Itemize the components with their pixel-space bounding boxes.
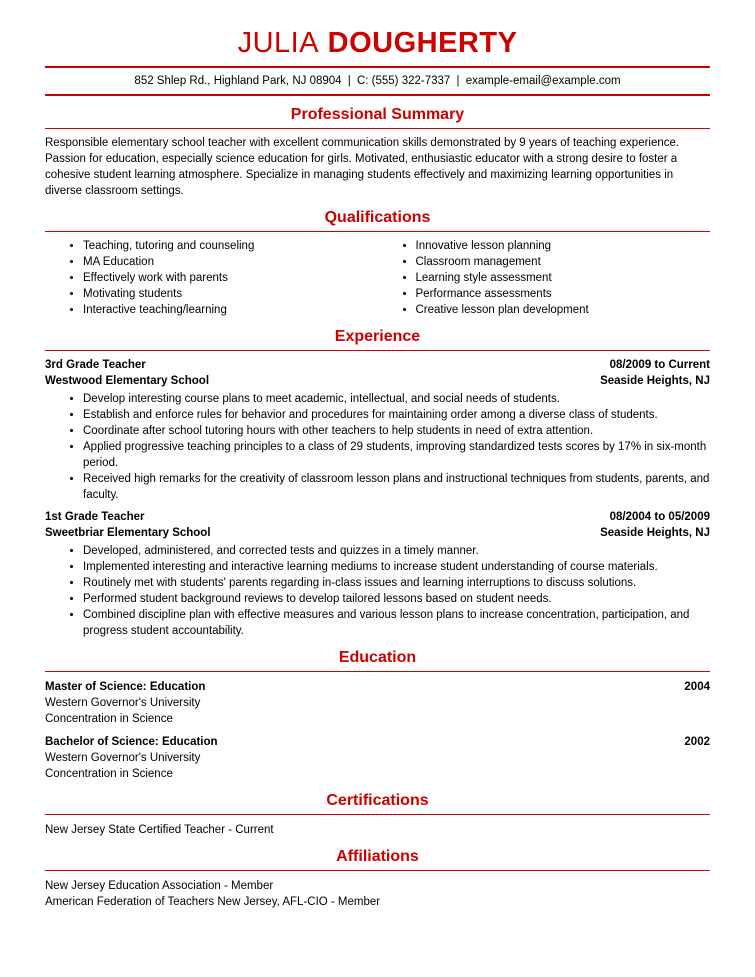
section-title-summary: Professional Summary xyxy=(290,106,465,123)
job-dates: 08/2004 to 05/2009 xyxy=(609,511,710,523)
contact-address: 852 Shlep Rd., Highland Park, NJ 08904 xyxy=(134,75,342,87)
section-title-education: Education xyxy=(338,649,417,666)
qualifications-list-right xyxy=(378,238,711,318)
education-degree: Master of Science: Education xyxy=(45,681,206,693)
first-name: JULIA xyxy=(237,27,320,59)
list-item: • Combined discipline plan with effective measures and various lesson plans to increase concentration, participation, and progress student accountability. xyxy=(83,607,710,639)
list-item: • Develop interesting course plans to meet academic, intellectual, and social needs of students. xyxy=(83,391,710,407)
contact-line xyxy=(45,68,710,94)
job-bullets xyxy=(45,391,710,503)
section-title-experience: Experience xyxy=(334,328,421,345)
section-title-qualifications: Qualifications xyxy=(324,209,431,226)
qualifications-column-right xyxy=(378,238,711,318)
experience-entry-1 xyxy=(45,351,710,503)
job-location: Seaside Heights, NJ xyxy=(600,527,710,539)
list-item: • Received high remarks for the creativity of classroom lesson plans and instructional techniques from students, parents, and faculty. xyxy=(83,471,710,503)
list-item: • Applied progressive teaching principles to a class of 29 students, improving standardized tests scores by 17% in six-month period. xyxy=(83,439,710,471)
list-item: • Innovative lesson planning xyxy=(416,238,711,254)
header-divider-bottom xyxy=(45,94,710,96)
list-item: • Creative lesson plan development xyxy=(416,302,711,318)
list-item: • Teaching, tutoring and counseling xyxy=(83,238,378,254)
qualifications-list-left xyxy=(45,238,378,318)
list-item: • Classroom management xyxy=(416,254,711,270)
education-entry-2 xyxy=(45,727,710,782)
list-item: • MA Education xyxy=(83,254,378,270)
education-school: Western Governor's University xyxy=(45,752,201,764)
contact-phone: C: (555) 322-7337 xyxy=(356,75,451,87)
list-item: • Developed, administered, and corrected tests and quizzes in a timely manner. xyxy=(83,543,710,559)
job-company: Sweetbriar Elementary School xyxy=(45,527,211,539)
job-title: 3rd Grade Teacher xyxy=(45,359,146,371)
contact-email[interactable]: example-email@example.com xyxy=(465,75,621,87)
education-degree-row xyxy=(45,734,710,750)
candidate-name xyxy=(45,26,710,60)
qualifications-columns xyxy=(45,232,710,318)
list-item: • Performance assessments xyxy=(416,286,711,302)
education-year: 2004 xyxy=(684,681,710,693)
education-degree: Bachelor of Science: Education xyxy=(45,736,218,748)
job-title-row xyxy=(45,357,710,373)
job-dates: 08/2009 to Current xyxy=(609,359,710,371)
list-item: • Interactive teaching/learning xyxy=(83,302,378,318)
job-company: Westwood Elementary School xyxy=(45,375,210,387)
experience-entry-2 xyxy=(45,503,710,639)
education-entry-1 xyxy=(45,672,710,727)
list-item: • Effectively work with parents xyxy=(83,270,378,286)
last-name: DOUGHERTY xyxy=(327,27,518,59)
list-item: • Motivating students xyxy=(83,286,378,302)
job-company-row xyxy=(45,525,710,541)
education-degree-row xyxy=(45,679,710,695)
list-item: • Learning style assessment xyxy=(416,270,711,286)
section-title-affiliations: Affiliations xyxy=(336,848,419,865)
job-title: 1st Grade Teacher xyxy=(45,511,145,523)
contact-separator-2: | xyxy=(456,75,460,87)
list-item: • Performed student background reviews to develop tailored lessons based on student needs. xyxy=(83,591,710,607)
list-item: • Implemented interesting and interactive learning mediums to increase student understanding of course materials. xyxy=(83,559,710,575)
education-detail: Concentration in Science xyxy=(45,768,173,780)
certification-item: New Jersey State Certified Teacher - Current xyxy=(45,824,274,836)
section-title-certifications: Certifications xyxy=(326,792,429,809)
job-location: Seaside Heights, NJ xyxy=(600,375,710,387)
job-title-row xyxy=(45,509,710,525)
affiliation-item: New Jersey Education Association - Member xyxy=(45,880,274,892)
list-item: • Establish and enforce rules for behavior and procedures for maintaining order among a diverse class of students. xyxy=(83,407,710,423)
education-year: 2002 xyxy=(684,736,710,748)
certifications-body xyxy=(45,815,710,838)
education-school: Western Governor's University xyxy=(45,697,201,709)
job-bullets xyxy=(45,543,710,639)
qualifications-column-left xyxy=(45,238,378,318)
affiliation-item: American Federation of Teachers New Jersey, AFL-CIO - Member xyxy=(45,896,381,908)
list-item: • Coordinate after school tutoring hours with other teachers to help students in need of extra attention. xyxy=(83,423,710,439)
list-item: • Routinely met with students' parents regarding in-class issues and learning interruptions to discuss solutions. xyxy=(83,575,710,591)
summary-text: Responsible elementary school teacher with excellent communication skills demonstrated by 9 years of teaching experience. Passion for education, especially science education for girls. Motivated, enthusiastic educator with a strong desire to foster a cohesive student learning atmosphere. Specialize in managing students effectively and maximizing learning opportunities in diverse classroom settings. xyxy=(45,137,680,197)
affiliations-body xyxy=(45,871,710,910)
contact-separator-1: | xyxy=(347,75,351,87)
job-company-row xyxy=(45,373,710,389)
education-detail: Concentration in Science xyxy=(45,713,173,725)
summary-body xyxy=(45,129,710,199)
